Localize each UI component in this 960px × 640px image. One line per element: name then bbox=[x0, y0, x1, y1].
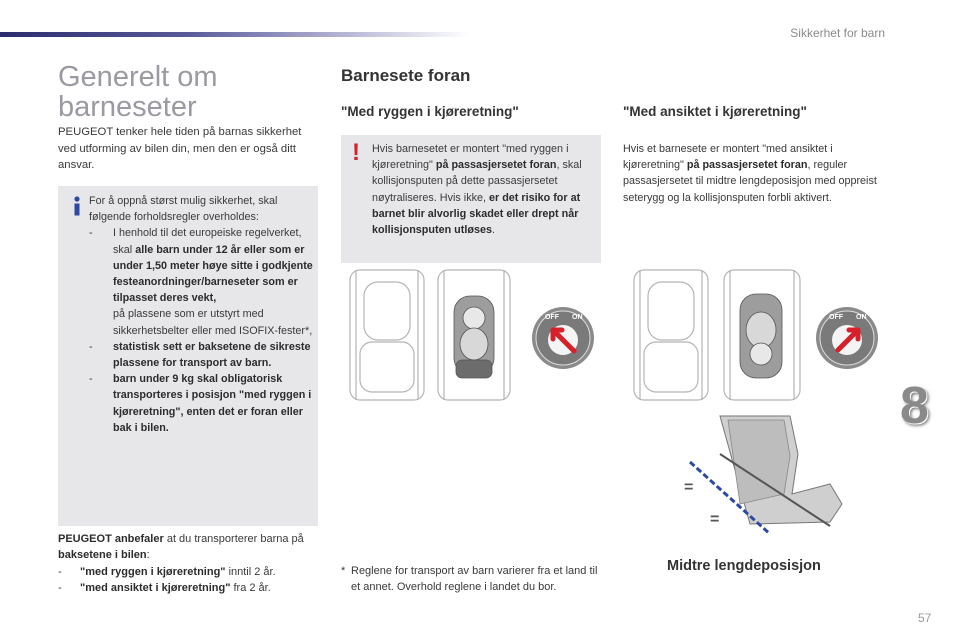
rear-facing-seat-illustration bbox=[348, 268, 598, 408]
section-header: Sikkerhet for barn bbox=[790, 26, 885, 40]
page-title bbox=[58, 62, 318, 122]
warning-t2: , skal kollisjonsputen på dette passasjersetet nøytraliseres. Hvis ikke, bbox=[372, 159, 582, 204]
rec-line-1-text: inntil 2 år. bbox=[225, 565, 276, 578]
rec-line-2-text: fra 2 år. bbox=[230, 581, 271, 594]
intro-paragraph: PEUGEOT tenker hele tiden på barnas sikkerhet ved utforming av bilen din, men den er også ditt ansvar. bbox=[58, 126, 302, 171]
airbag-switch-on-icon bbox=[816, 307, 878, 369]
switch-off-label: OFF bbox=[545, 314, 559, 321]
warning-b2: er det risiko for at barnet blir alvorlig skadet eller drept når kollisjonsputen utløses bbox=[372, 191, 581, 237]
front-b1: på passasjersetet foran bbox=[686, 159, 808, 172]
switch-off-label: OFF bbox=[829, 314, 843, 321]
switch-on-label: ON bbox=[856, 314, 867, 321]
front-facing-title: "Med ansiktet i kjøreretning" bbox=[623, 104, 807, 119]
equals-mark-2: = bbox=[710, 511, 720, 528]
section-title: Barnesete foran bbox=[341, 66, 471, 85]
info-lead: For å oppnå størst mulig sikkerhet, skal følgende forholdsregler overholdes: bbox=[89, 195, 278, 224]
bullet-dash: - bbox=[89, 227, 93, 240]
title-line-2: barneseter bbox=[58, 91, 197, 123]
recommendation-lead bbox=[58, 531, 320, 564]
rec-text-2: : bbox=[146, 549, 150, 562]
info-icon bbox=[70, 196, 84, 216]
warning-b1: på passasjersetet foran bbox=[435, 159, 557, 172]
seat-position-illustration bbox=[680, 414, 850, 544]
warning-icon: ! bbox=[352, 139, 360, 166]
info-item-1 bbox=[89, 225, 313, 338]
info-item-3-bold: barn under 9 kg skal obligatorisk transporteres i posisjon "med ryggen i kjøreretning", enten det er foran eller bak i bilen. bbox=[113, 373, 312, 434]
warning-text bbox=[372, 141, 594, 238]
bullet-dash: - bbox=[58, 581, 62, 594]
footnote bbox=[341, 563, 605, 596]
rec-line-2 bbox=[58, 580, 320, 596]
rec-line-1 bbox=[58, 564, 320, 580]
footnote-text: Reglene for transport av barn varierer fra et land til et annet. Overhold reglene i landet du bor. bbox=[351, 565, 598, 594]
rec-bold-2: baksetene i bilen bbox=[58, 549, 147, 562]
info-item-1-post: på plassene som er utstyrt med sikkerhetsbelter eller med ISOFIX-fester*, bbox=[113, 308, 313, 337]
info-text bbox=[89, 193, 313, 436]
mid-position-caption: Midtre lengdeposisjon bbox=[667, 558, 821, 574]
equals-mark-1: = bbox=[684, 479, 694, 496]
rec-line-1-bold: "med ryggen i kjøreretning" bbox=[80, 565, 226, 578]
airbag-switch-off-icon bbox=[532, 307, 594, 369]
rec-line-2-bold: "med ansiktet i kjøreretning" bbox=[80, 581, 231, 594]
header-rule bbox=[0, 32, 470, 37]
footnote-row bbox=[341, 563, 605, 596]
chapter-number: 8 bbox=[900, 377, 929, 435]
bullet-dash: - bbox=[89, 340, 93, 353]
title-line-1: Generelt om bbox=[58, 61, 218, 93]
recommendation bbox=[58, 531, 320, 596]
switch-on-label: ON bbox=[572, 314, 583, 321]
rec-line-1-body bbox=[80, 564, 276, 580]
warning-t3: . bbox=[491, 224, 495, 237]
rec-text-1: at du transporterer barna på bbox=[163, 533, 304, 545]
warning-t1: Hvis barnesetet er montert "med ryggen i kjøreretning" bbox=[372, 143, 569, 172]
rear-facing-title: "Med ryggen i kjøreretning" bbox=[341, 104, 519, 119]
info-item-1-bold: alle barn under 12 år eller som er under 1,50 meter høye sitte i godkjente festeanordninger/barneseter som er tilpasset deres vekt, bbox=[113, 243, 313, 305]
info-item-2 bbox=[89, 339, 313, 371]
bullet-dash: - bbox=[58, 565, 62, 578]
info-item-3 bbox=[89, 371, 313, 436]
front-t2: , reguler passasjersetet til midtre lengdeposisjon med oppreist seterygg og la kollisjonsputen forbli aktivert. bbox=[623, 159, 877, 204]
bullet-dash: - bbox=[89, 373, 93, 386]
front-facing-text bbox=[623, 141, 883, 206]
info-item-2-bold: statistisk sett er baksetene de sikreste plassene for transport av barn. bbox=[113, 340, 311, 370]
front-facing-seat-illustration bbox=[632, 268, 882, 408]
footnote-star: * bbox=[341, 565, 346, 577]
front-t1: Hvis et barnesete er montert "med ansiktet i kjøreretning" bbox=[623, 143, 833, 172]
rec-line-2-body bbox=[80, 580, 271, 596]
info-item-1-pre: I henhold til det europeiske regelverket, skal bbox=[113, 227, 302, 256]
info-item-1-body bbox=[113, 225, 313, 338]
rec-bold-1: PEUGEOT anbefaler bbox=[58, 533, 164, 545]
page-number: 57 bbox=[918, 611, 932, 625]
